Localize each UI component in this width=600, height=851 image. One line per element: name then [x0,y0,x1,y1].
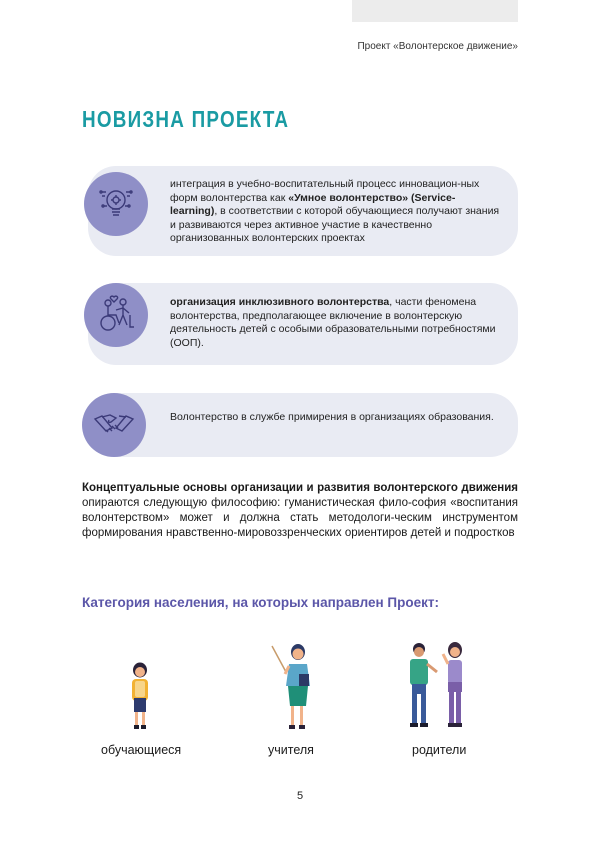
card-text: Волонтерство в службе примирения в организациях образования. [170,411,494,423]
wheelchair-icon [84,283,148,347]
novelty-card-reconciliation [88,393,518,457]
novelty-card-inclusive-volunteering [88,283,518,365]
parents-illustration [405,640,475,737]
lightbulb-icon [84,172,148,236]
page-title: НОВИЗНА ПРОЕКТА [82,106,290,132]
card-text: интеграция в учебно-воспитательный процесс инновацион-ных форм волонтерства как «Умное волонтерство» (Service-learning), в соответствии с которой обучающиеся получают знания и развиваются через активное участие в качественно организованных волонтерских проектах [170,178,500,245]
page-number: 5 [296,790,304,802]
category-heading: Категория населения, на которых направлен Проект: [82,595,439,610]
category-label-teachers: учителя [268,743,314,757]
novelty-card-smart-volunteering [88,166,518,256]
category-label-students: обучающиеся [101,743,182,757]
concept-paragraph: Концептуальные основы организации и развития волонтерского движения опираются следующую философию: гуманистическая фило-софия «воспитания волонтерством» может и должна стать методологи-ческим инструментом формирования нравственно-мировоззренческих ориентиров детей и подростков [82,482,518,539]
handshake-icon [82,393,146,457]
student-illustration [127,662,153,737]
card-text: организация инклюзивного волонтерства, части феномена волонтерства, предполагающее включение в волонтерскую деятельность детей с особыми образовательными потребностями (ООП). [170,296,496,349]
category-label-parents: родители [412,743,467,757]
project-header: Проект «Волонтерское движение» [357,41,518,52]
teacher-illustration [270,640,318,737]
header-bar [352,0,518,22]
